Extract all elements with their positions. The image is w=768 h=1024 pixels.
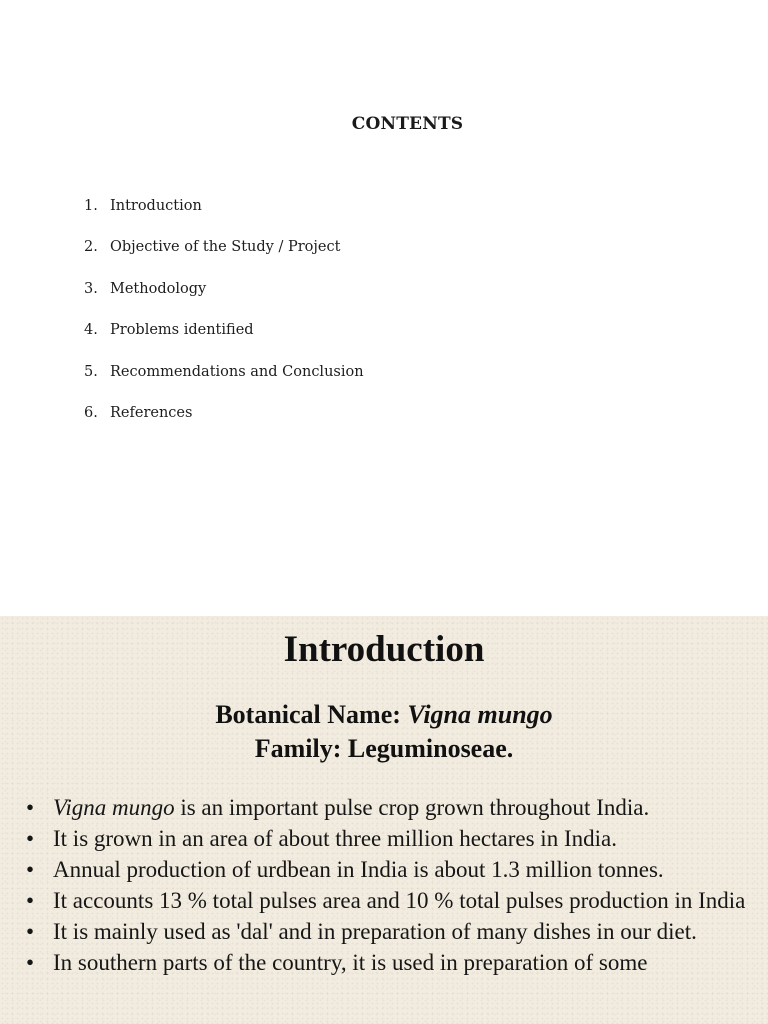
bullet-icon: • [26,857,35,882]
toc-item-label: Introduction [110,198,202,214]
bullet-icon: • [26,950,35,975]
bullet-icon: • [26,888,35,913]
toc-item-number: 1. [84,198,98,214]
toc-item-label: References [110,404,193,421]
family-line: Family: Leguminoseae. [254,734,514,763]
toc-item-number: 5. [84,363,98,380]
introduction-page [0,616,768,1024]
list-item [26,792,746,823]
bullet-text: It accounts 13 % total pulses area and 10 % total pulses production in India [53,888,746,913]
toc-item-label: Objective of the Study / Project [110,239,341,256]
toc-item-number: 2. [84,239,98,256]
botanical-name-label: Botanical Name: [215,700,408,729]
toc-item-objective [84,239,364,280]
toc-item-introduction [84,198,364,239]
toc-item-recommendations [84,364,364,405]
bullet-icon: • [26,795,35,820]
list-item [26,823,746,854]
bullet-icon: • [26,919,35,944]
bullet-text: It is mainly used as 'dal' and in preparation of many dishes in our diet. [53,919,697,944]
bullet-text: It is grown in an area of about three million hectares in India. [53,826,617,851]
bullet-icon: • [26,826,35,851]
species-name: Vigna mungo [53,795,175,820]
toc-item-label: Methodology [110,280,207,297]
bullet-text: Annual production of urdbean in India is about 1.3 million tonnes. [53,857,664,882]
list-item [26,885,746,916]
bullet-text: In southern parts of the country, it is used in preparation of some [53,950,648,975]
list-item [26,854,746,885]
contents-heading: CONTENTS [351,114,464,134]
toc-item-number: 6. [84,404,98,421]
toc-item-label: Recommendations and Conclusion [110,363,364,380]
toc-item-number: 4. [84,322,98,339]
introduction-bullet-list [26,792,746,978]
toc-item-references [84,405,364,446]
introduction-heading: Introduction [283,629,485,670]
table-of-contents [84,198,364,446]
list-item [26,947,746,978]
toc-item-problems [84,322,364,363]
toc-item-label: Problems identified [110,322,254,339]
botanical-name-line [0,700,768,730]
bullet-text: is an important pulse crop grown throughout India. [174,795,650,820]
toc-item-methodology [84,281,364,322]
list-item [26,916,746,947]
botanical-name-value: Vigna mungo [407,700,553,729]
toc-item-number: 3. [84,280,98,297]
